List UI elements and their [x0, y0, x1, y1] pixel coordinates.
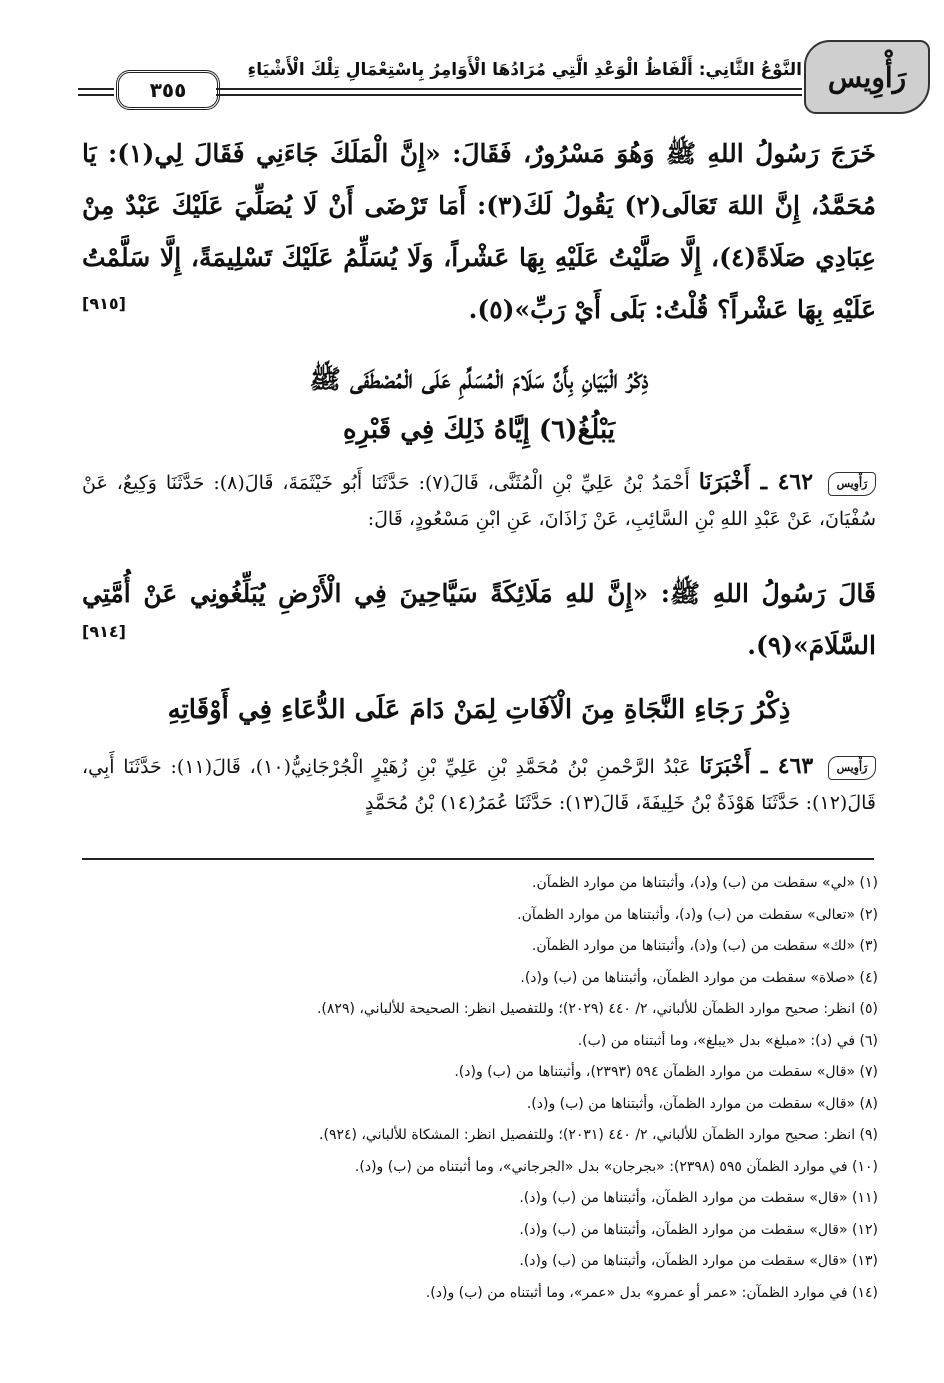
footnote: (٨) «قال» سقطت من موارد الظمآن، وأثبتناها من (ب) و(د). [526, 1095, 878, 1112]
puzzle-logo-icon [804, 40, 930, 114]
footnote: (١٤) في موارد الظمآن: «عمر أو عمرو» بدل «عمر»، وما أثبتناه من (ب) و(د). [425, 1284, 878, 1301]
section-heading-1-line-1: ذِكْرُ الْبَيَانِ بِأَنَّ سَلَامَ الْمُسَلِّمِ عَلَى الْمُصْطَفَى ﷺ [309, 365, 649, 395]
page-number: ٣٥٥ [116, 70, 220, 110]
footnote: (٦) في (د): «مبلغ» بدل «يبلغ»، وما أثبتناه من (ب). [577, 1032, 878, 1049]
hadith-463-chain [82, 748, 876, 821]
hadith-462-isnad: أَحْمَدُ بْنُ عَلِيِّ بْنِ الْمُثَنَّى، قَالَ(٧): حَدَّثَنَا أَبُو خَيْثَمَةَ، قَالَ(٨): حَدَّثَنَا وَكِيعٌ، عَنْ سُفْيَانَ، عَنْ عَبْدِ اللهِ بْنِ السَّائِبِ، عَنْ زَاذَانَ، عَنِ ابْنِ مَسْعُودٍ، قَالَ: [82, 472, 876, 530]
footnotes [82, 868, 878, 1309]
footnote: (١١) «قال» سقطت من موارد الظمآن، وأثبتناها من (ب) و(د). [519, 1190, 878, 1206]
logo-text: رَأْوِيس [827, 60, 907, 94]
hadith-915-ref: [٩١٥] [82, 294, 126, 313]
hadith-462-text: قَالَ رَسُولُ اللهِ ﷺ: «إِنَّ للهِ مَلَائِكَةً سَيَّاحِينَ فِي الْأَرْضِ يُبَلِّغُونِي عَنْ أُمَّتِي السَّلَامَ»(٩). [82, 579, 876, 660]
footnote: (١٠) في موارد الظمآن ٥٩٥ (٢٣٩٨): «بجرجان» بدل «الجرجاني»، وما أثبتناه من (ب) و(د). [354, 1158, 878, 1175]
header-rule-left-2 [78, 94, 114, 96]
footnote: (٧) «قال» سقطت من موارد الظمآن ٥٩٤ (٢٣٩٣)، وأثبتناها من (ب) و(د). [454, 1064, 878, 1080]
footnote: (٩) انظر: صحيح موارد الظمآن للألباني، ٢/ ٤٤٠ (٢٠٣١)؛ وللتفصيل انظر: المشكاة للألباني، (٩٢٤). [319, 1127, 878, 1143]
section-heading-1-line-2: يَبْلُغُ(٦) إِيَّاهُ ذَلِكَ فِي قَبْرِهِ [342, 415, 616, 445]
footnote: (٥) انظر: صحيح موارد الظمآن للألباني، ٢/ ٤٤٠ (٢٠٢٩)؛ وللتفصيل انظر: الصحيحة للألباني، (٨٢٩). [316, 1001, 878, 1017]
footnote: (٢) «تعالى» سقطت من (ب) و(د)، وأثبتناها من موارد الظمآن. [517, 906, 878, 923]
hadith-915-text: خَرَجَ رَسُولُ اللهِ ﷺ وَهُوَ مَسْرُورٌ، فَقَالَ: «إِنَّ الْمَلَكَ جَاءَنِي فَقَالَ لِي(١): يَا مُحَمَّدُ، إِنَّ اللهَ تَعَالَى(٢) يَقُولُ لَكَ(٣): أَمَا تَرْضَى أَنْ لَا يُصَلِّيَ عَلَيْكَ عَبْدٌ مِنْ عِبَادِي صَلَاةً(٤)، إِلَّا صَلَّيْتُ عَلَيْهِ بِهَا عَشْراً، وَلَا يُسَلِّمُ عَلَيْكَ تَسْلِيمَةً، إِلَّا سَلَّمْتُ عَلَيْهِ بِهَا عَشْراً؟ قُلْتُ: بَلَى أَيْ رَبِّ»(٥). [82, 139, 876, 324]
footnote: (٤) «صلاة» سقطت من موارد الظمآن، وأثبتناها من (ب) و(د). [520, 969, 878, 986]
section-heading-2: ذِكْرُ رَجَاءِ النَّجَاةِ مِنَ الْآفَاتِ لِمَنْ دَامَ عَلَى الدُّعَاءِ فِي أَوْقَاتِهِ [167, 695, 791, 725]
hadith-icon: رَأْوِيس [828, 472, 876, 496]
hadith-462-chain [82, 464, 876, 537]
hadith-icon: رَأْوِيس [828, 756, 876, 780]
footnote: (١) «لي» سقطت من (ب) و(د)، وأثبتناها من موارد الظمآن. [532, 875, 878, 891]
footnote-divider [82, 858, 874, 860]
header-rule-top [216, 88, 802, 90]
header-rule-top-2 [216, 94, 802, 96]
hadith-463-number: ٤٦٣ ـ أَخْبَرَنَا [699, 753, 814, 779]
hadith-463-isnad: عَبْدُ الرَّحْمنِ بْنُ مُحَمَّدِ بْنِ عَلِيِّ بْنِ زُهَيْرٍ الْجُرْجَانِيُّ(١٠)، قَالَ(١١): حَدَّثَنَا أَبِي، قَالَ(١٢): حَدَّثَنَا هَوْذَةُ بْنُ خَلِيفَةَ، قَالَ(١٣): حَدَّثَنَا عُمَرُ(١٤) بْنُ مُحَمَّدٍ [82, 756, 876, 814]
footnote: (١٢) «قال» سقطت من موارد الظمآن، وأثبتناها من (ب) و(د). [519, 1221, 878, 1238]
hadith-462-ref: [٩١٤] [82, 622, 126, 641]
hadith-462-number: ٤٦٢ ـ أَخْبَرَنَا [698, 469, 814, 495]
page-header [78, 40, 944, 120]
footnote: (٣) «لك» سقطت من (ب) و(د)، وأثبتناها من موارد الظمآن. [531, 938, 878, 954]
footnote: (١٣) «قال» سقطت من موارد الظمآن، وأثبتناها من (ب) و(د). [519, 1253, 878, 1269]
header-rule-left [78, 88, 114, 90]
chapter-title: النَّوْعُ الثَّانِي: أَلْفَاظُ الْوَعْدِ الَّتِي مُرَادُهَا الْأَوَامِرُ بِاسْتِعْمَالِ تِلْكَ الْأَشْيَاءِ [247, 60, 802, 80]
